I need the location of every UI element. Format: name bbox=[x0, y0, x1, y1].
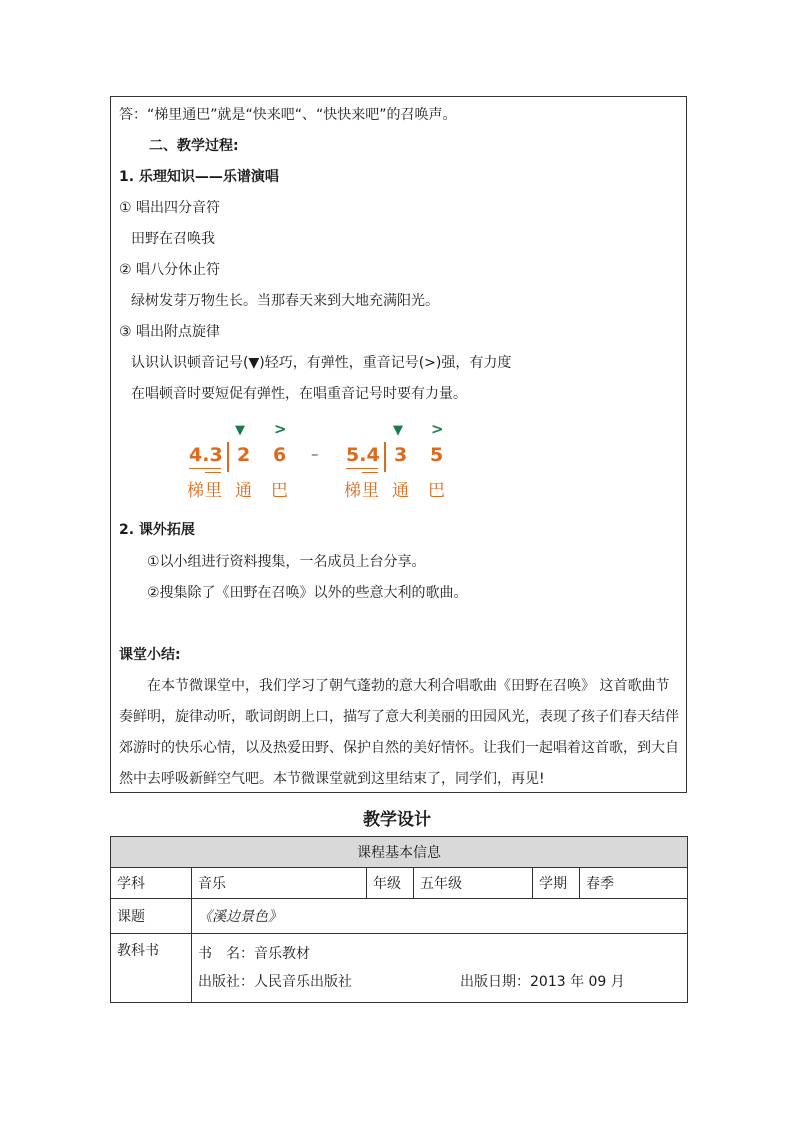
note: 3 bbox=[394, 444, 408, 466]
table-header: 课程基本信息 bbox=[111, 837, 688, 868]
note-pickup: 4.3 bbox=[189, 444, 223, 466]
lyric: 梯里 bbox=[187, 481, 223, 501]
course-info-table bbox=[110, 836, 688, 1003]
lyric: 通 bbox=[392, 481, 410, 501]
term-value: 春季 bbox=[580, 868, 688, 899]
grade-value: 五年级 bbox=[414, 868, 533, 899]
sub-dotted-melody: ③ 唱出附点旋律 bbox=[119, 324, 221, 340]
summary-title: 课堂小结: bbox=[119, 647, 181, 663]
bar-line bbox=[384, 442, 386, 472]
textbook-info bbox=[192, 934, 688, 1003]
publisher: 出版社：人民音乐出版社 bbox=[198, 974, 352, 990]
lyric: 梯里 bbox=[344, 481, 380, 501]
note: 5 bbox=[430, 444, 444, 466]
underline bbox=[205, 472, 221, 473]
lesson-content-box bbox=[110, 96, 687, 793]
accent-mark: > bbox=[274, 420, 287, 438]
section-heading-process: 二、教学过程: bbox=[149, 138, 239, 154]
extension-1: ①以小组进行资料搜集，一名成员上台分享。 bbox=[147, 554, 426, 570]
subject-label: 学科 bbox=[111, 868, 192, 899]
lyric: 通 bbox=[235, 481, 253, 501]
note: 2 bbox=[237, 444, 251, 466]
sub-eighth-rest: ② 唱八分休止符 bbox=[119, 262, 221, 278]
staccato-mark: ▼ bbox=[393, 423, 403, 438]
dash-separator: – bbox=[311, 445, 319, 463]
extension-2: ②搜集除了《田野在召唤》以外的些意大利的歌曲。 bbox=[147, 585, 468, 601]
staccato-mark: ▼ bbox=[235, 423, 245, 438]
grade-label: 年级 bbox=[367, 868, 414, 899]
item-music-theory: 1. 乐理知识——乐谱演唱 bbox=[119, 169, 279, 185]
page-title: 教学设计 bbox=[363, 810, 431, 830]
underline bbox=[346, 468, 378, 469]
underline bbox=[189, 468, 221, 469]
sub-dotted-melody-text-2: 在唱顿音时要短促有弹性，在唱重音记号时要有力量。 bbox=[131, 386, 467, 402]
topic-label: 课题 bbox=[111, 899, 192, 934]
underline bbox=[362, 472, 378, 473]
sub-eighth-rest-text: 绿树发芽万物生长。当那春天来到大地充满阳光。 bbox=[131, 293, 439, 309]
item-extension: 2. 课外拓展 bbox=[119, 522, 195, 538]
topic-value: 《溪边景色》 bbox=[192, 899, 688, 934]
publisher-row bbox=[198, 968, 681, 996]
lyric: 巴 bbox=[271, 481, 289, 501]
term-label: 学期 bbox=[533, 868, 580, 899]
summary-text: 在本节微课堂中，我们学习了朝气蓬勃的意大利合唱歌曲《田野在召唤》 这首歌曲节奏鲜明，旋律动听，歌词朗朗上口，描写了意大利美丽的田园风光，表现了孩子们春天结伴郊游时的快乐心情，以及热爱田野、保护自然的美好情怀。让我们一起唱着这首歌，到大自然中去呼吸新鲜空气吧。本节微课堂就到这里结束了，同学们，再见! bbox=[119, 678, 679, 787]
textbook-label: 教科书 bbox=[111, 934, 192, 1003]
sub-dotted-melody-text-1: 认识认识顿音记号(▼)轻巧，有弹性，重音记号(>)强，有力度 bbox=[131, 355, 512, 371]
subject-value: 音乐 bbox=[192, 868, 367, 899]
sub-quarter-note-text: 田野在召唤我 bbox=[131, 231, 215, 247]
note-pickup: 5.4 bbox=[346, 444, 380, 466]
music-notation bbox=[177, 417, 477, 501]
book-name: 书 名：音乐教材 bbox=[198, 946, 310, 962]
note: 6 bbox=[273, 444, 287, 466]
sub-quarter-note: ① 唱出四分音符 bbox=[119, 200, 221, 216]
accent-mark: > bbox=[431, 420, 444, 438]
publish-date: 出版日期：2013 年 09 月 bbox=[460, 974, 625, 990]
bar-line bbox=[227, 442, 229, 472]
answer-text: 答：“梯里通巴”就是“快来吧“、“快快来吧”的召唤声。 bbox=[119, 107, 457, 123]
lyric: 巴 bbox=[428, 481, 446, 501]
